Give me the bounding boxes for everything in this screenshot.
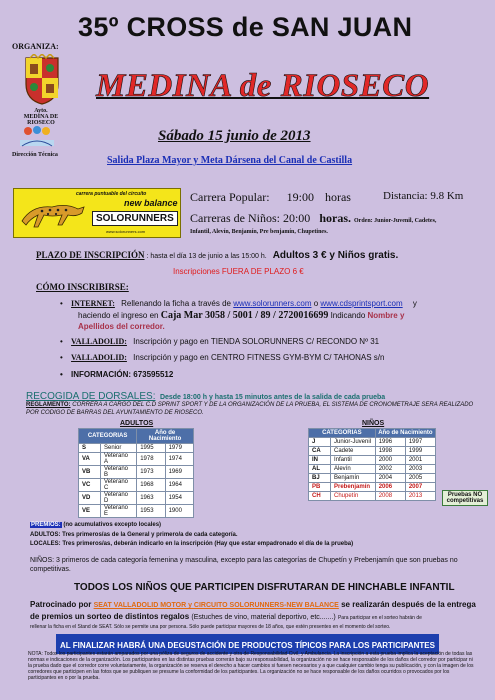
indicando-text: Indicando — [330, 311, 366, 320]
ninos-cell: 1996 — [375, 438, 405, 447]
adultos-cell: S — [79, 444, 101, 453]
adultos-title: ADULTOS — [120, 420, 154, 427]
sorteo-regalos: de premios un sorteo de distintos regalos — [30, 612, 190, 621]
premios-ninos: NIÑOS: 3 primeros de cada categoría femenina y masculina, excepto para las categorías de Chupetín y Prebenjamín que son pruebas no competitivas. — [30, 557, 458, 573]
premios-label: PREMIOS: — [31, 522, 61, 528]
new-balance-text: new balance — [124, 198, 178, 208]
adultos-row — [79, 453, 194, 466]
ninos-row — [309, 447, 436, 456]
adultos-cell: Veterano C — [101, 479, 137, 492]
vall1-text: Inscripción y pago en TIENDA SOLORUNNERS C/ RECONDO Nº 31 — [133, 337, 380, 346]
adultos-cell: VC — [79, 479, 101, 492]
adultos-row — [79, 479, 194, 492]
coat-of-arms-logo — [20, 54, 64, 106]
solorunners-text: SOLORUNNERS — [96, 213, 174, 224]
sorteo-line1 — [30, 600, 476, 609]
reglamento — [26, 401, 476, 417]
sorteo-line1-end: se realizarán después de la entrega — [341, 600, 476, 609]
plazo-prices: Adultos 3 € y Niños gratis. — [272, 250, 399, 261]
premios-label-rest: (no acumulativos excepto locales) — [63, 522, 162, 528]
sorteo-patrocinado: Patrocinado por — [30, 600, 92, 609]
nota: NOTA: Todos los participantes estarán amparados por una póliza de seguros de accidente y otra de Responsabilidad Civil, y Ambulancia. La inscripción a esta prueba implica la aceptación de todas las normas e indicaciones de la organización. Los participantes en las distintas pruebas correrán bajo su responsabilidad, la organización no se hace responsable de los daños del corredor por participar ni la prueba dado que el corredor corre voluntariamente, la organización se reserva el derecho a hacer cambios si fuesen necesarios y a que cualquier cambio tenga su publicación, y con la imagen de los corredores que participen en las fotos que se publiquen se presume la conformidad de los participantes. La organización no se hace responsable de los daños ocurridos o provocados por los participantes en o por la prueba. — [28, 651, 474, 681]
adultos-cell: VA — [79, 453, 101, 466]
kids-label: Carreras de Niños: 20:00 — [190, 211, 311, 225]
sprint-sport-logo — [18, 122, 56, 150]
ninos-cell: 2008 — [375, 492, 405, 501]
ninos-cell: Chupetín — [331, 492, 376, 501]
ninos-row — [309, 465, 436, 474]
vall2-text: Inscripción y pago en CENTRO FITNESS GYM-BYM C/ TAHONAS s/n — [133, 353, 385, 362]
ninos-note-text: Pruebas NO competitivas — [446, 492, 484, 504]
adultos-cell: Veterano B — [101, 466, 137, 479]
organiza-label: ORGANIZA: — [12, 42, 59, 51]
ninos-header-nacimiento: Año de Nacimiento — [375, 429, 435, 438]
premios-row — [30, 522, 161, 528]
ayto-name: MEDINA DE RIOSECO — [23, 114, 59, 126]
sorteo-sponsors: SEAT VALLADOLID MOTOR y CIRCUITO SOLORUNNERS-NEW BALANCE — [93, 602, 339, 609]
solorunners-logo — [92, 211, 178, 226]
internet-row-2 — [78, 310, 478, 321]
premios-adultos: ADULTOS: Tres primeros/as de la General y primero/a de cada categoría. — [30, 532, 238, 538]
adultos-header-categorias: CATEGORIAS — [79, 429, 137, 444]
event-date: Sábado 15 junio de 2013 — [158, 128, 311, 144]
sponsor-banner — [13, 188, 181, 238]
fuera-plazo: Inscripciones FUERA DE PLAZO 6 € — [173, 267, 304, 276]
ninos-cell: 2000 — [375, 456, 405, 465]
ayto-text: Ayto. — [34, 108, 48, 114]
adultos-cell: 1900 — [165, 505, 193, 518]
ninos-cell: Infantil — [331, 456, 376, 465]
ninos-note — [442, 490, 488, 506]
reglamento-label: REGLAMENTO: — [26, 402, 71, 408]
adultos-cell: 1974 — [165, 453, 193, 466]
adultos-cell: 1968 — [137, 479, 165, 492]
event-venue: Salida Plaza Mayor y Meta Dársena del Canal de Castilla — [107, 155, 353, 166]
valladolid-2-row — [60, 353, 384, 362]
cheetah-icon — [18, 195, 88, 231]
ninos-cell: PB — [309, 483, 331, 492]
ninos-cell: 2005 — [405, 474, 435, 483]
sorteo-line2 — [30, 612, 422, 621]
adultos-table — [78, 428, 194, 518]
adultos-cell: VD — [79, 492, 101, 505]
distance: Distancia: 9.8 Km — [383, 190, 464, 202]
adultos-row — [79, 492, 194, 505]
dorsales-label: RECOGIDA DE DORSALES: — [26, 391, 156, 402]
info-row — [60, 370, 173, 379]
adultos-cell: 1973 — [137, 466, 165, 479]
internet-text1: Rellenando la ficha a través de — [121, 299, 231, 308]
adultos-cell: VB — [79, 466, 101, 479]
sponsor-top-text: carrera puntuable del circuito — [76, 191, 147, 197]
new-balance-logo — [124, 198, 178, 208]
ninos-cell: 2004 — [375, 474, 405, 483]
popular-race-row — [190, 190, 351, 205]
adultos-cell: 1978 — [137, 453, 165, 466]
link-solorunners[interactable]: www.solorunners.com — [233, 299, 312, 308]
ninos-cell: CA — [309, 447, 331, 456]
sorteo-estuches: (Estuches de vino, material deportivo, etc.......) — [191, 614, 336, 621]
ninos-cell: AL — [309, 465, 331, 474]
kids-order: Orden: Junior-Juvenil, Cadetes, — [353, 218, 437, 224]
ninos-cell: 1998 — [375, 447, 405, 456]
ninos-title: NIÑOS — [362, 420, 385, 427]
page-title: 35º CROSS de SAN JUAN — [78, 12, 413, 42]
adultos-cell: 1953 — [137, 505, 165, 518]
kids-order-2: Infantil, Alevín, Benjamín, Pre benjamín, Chupetines. — [190, 229, 328, 235]
ninos-cell: Cadete — [331, 447, 376, 456]
adultos-cell: 1995 — [137, 444, 165, 453]
ninos-cell: 2001 — [405, 456, 435, 465]
reglamento-text: CORRERA A CARGO DEL C.D SPRINT SPORT Y DE LA ORGANIZACIÓN DE LA PRUEBA, EL SISTEMA DE CRONOMETRAJE SERA REALIZADO POR CODIGO DE BARRAS DEL AYUNTAMIENTO DE RIOSECO. — [26, 402, 474, 416]
ninos-row — [309, 483, 436, 492]
popular-unit: horas — [324, 190, 351, 204]
vall2-label: VALLADOLID: — [71, 353, 127, 362]
ninos-cell: 2013 — [405, 492, 435, 501]
adultos-cell: 1954 — [165, 492, 193, 505]
ninos-cell: 2007 — [405, 483, 435, 492]
direccion-tecnica-label: Dirección Técnica — [12, 152, 58, 158]
ninos-table — [308, 428, 436, 501]
adultos-header-nacimiento: Año de Nacimiento — [137, 429, 194, 444]
adultos-cell: Veterano D — [101, 492, 137, 505]
sorteo-line3: rellenar la ficha en el Stand de SEAT. Sólo se permite una por persona. Sólo puede participar mayores de 18 años, que estén presentes en el momento del sorteo. — [30, 624, 391, 630]
plazo-text: : hasta el día 13 de junio a las 15:00 h. — [146, 253, 267, 260]
internet-label: INTERNET: — [71, 299, 115, 308]
ninos-cell: 2002 — [375, 465, 405, 474]
adultos-cell: Senior — [101, 444, 137, 453]
ninos-row — [309, 492, 436, 501]
apellidos-text: Apellidos del corredor. — [78, 322, 165, 331]
bullet-icon: • — [60, 299, 63, 308]
ninos-cell: Prebenjamín — [331, 483, 376, 492]
ninos-cell: Benjamín — [331, 474, 376, 483]
ninos-cell: Junior-Juvenil — [331, 438, 376, 447]
popular-label: Carrera Popular: — [190, 190, 270, 204]
popular-time: 19:00 — [286, 190, 314, 204]
y-text: y — [412, 299, 417, 308]
adultos-cell: 1964 — [165, 479, 193, 492]
ninos-cell: 2003 — [405, 465, 435, 474]
sorteo-line2-end: Para participar en el sorteo habrán de — [337, 615, 422, 621]
premios-locales: LOCALES: Tres primeros/as, deberán indicarlo en la inscripción (Hay que estar empadronado el día de la prueba) — [30, 541, 354, 547]
kids-unit: horas. — [319, 211, 351, 225]
ninos-cell: CH — [309, 492, 331, 501]
nombre-text: Nombre y — [367, 311, 405, 320]
adultos-cell: VE — [79, 505, 101, 518]
info-text: INFORMACIÓN: 673595512 — [71, 370, 174, 379]
adultos-row — [79, 466, 194, 479]
or-text: o — [313, 299, 319, 308]
internet-text2: haciendo el ingreso en — [78, 311, 159, 320]
ninos-cell: BJ — [309, 474, 331, 483]
dorsales-text: Desde 18:00 h y hasta 15 minutos antes de la salida de cada prueba — [159, 394, 386, 401]
adultos-row — [79, 444, 194, 453]
plazo-label: PLAZO DE INSCRIPCIÓN — [36, 250, 145, 260]
internet-row — [60, 298, 480, 309]
ninos-row — [309, 438, 436, 447]
sponsor-url: www.solorunners.com — [106, 229, 146, 234]
bullet-icon: • — [60, 370, 63, 379]
hinchable: TODOS LOS NIÑOS QUE PARTICIPEN DISFRUTARAN DE HINCHABLE INFANTIL — [74, 582, 455, 593]
ninos-cell: 1999 — [405, 447, 435, 456]
adultos-cell: 1979 — [165, 444, 193, 453]
bullet-icon: • — [60, 353, 63, 362]
bullet-icon: • — [60, 337, 63, 346]
degustacion-text: AL FINALIZAR HABRÁ UNA DEGUSTACIÓN DE PRODUCTOS TÍPICOS PARA LOS PARTICIPANTES — [60, 641, 435, 650]
vall1-label: VALLADOLID: — [71, 337, 127, 346]
ninos-row — [309, 474, 436, 483]
ninos-header-categorias: CATEGORIAS — [309, 429, 376, 438]
como-label: CÓMO INSCRIBIRSE: — [36, 282, 129, 292]
ninos-cell: 2006 — [375, 483, 405, 492]
adultos-cell: Veterano A — [101, 453, 137, 466]
ninos-cell: Alevín — [331, 465, 376, 474]
kids-race-row — [190, 211, 436, 226]
adultos-row — [79, 505, 194, 518]
valladolid-1-row — [60, 337, 379, 346]
adultos-cell: 1963 — [137, 492, 165, 505]
ninos-row — [309, 456, 436, 465]
ninos-cell: IN — [309, 456, 331, 465]
adultos-cell: 1969 — [165, 466, 193, 479]
link-cdsprintsport[interactable]: www.cdsprintsport.com — [320, 299, 403, 308]
plazo-row — [36, 250, 398, 261]
adultos-cell: Veterano E — [101, 505, 137, 518]
ninos-cell: 1997 — [405, 438, 435, 447]
page-subtitle: MEDINA de RIOSECO — [96, 68, 430, 104]
ninos-cell: J — [309, 438, 331, 447]
account-number: Caja Mar 3058 / 5001 / 89 / 2720016699 — [160, 310, 329, 321]
